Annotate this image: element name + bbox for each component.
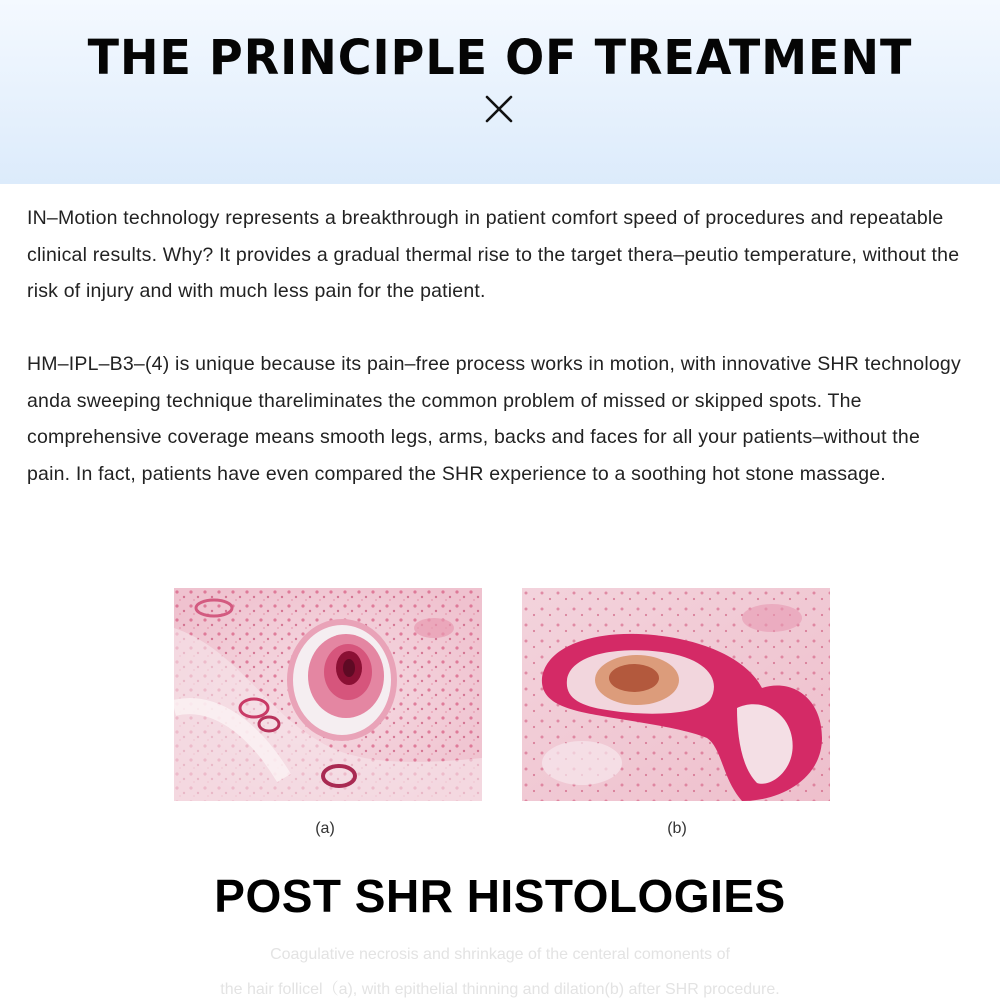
- figure-note-line-1: Coagulative necrosis and shrinkage of the centeral comonents of: [270, 946, 730, 963]
- histology-image-b: [522, 588, 830, 801]
- histology-image-a: [174, 588, 482, 801]
- figure-caption-a: (a): [315, 820, 335, 837]
- close-icon[interactable]: [484, 94, 514, 124]
- intro-paragraph: IN–Motion technology represents a breakthrough in patient comfort speed of procedures and repeatable clinical results. Why? It provides a gradual thermal rise to the target thera–peutio temperature, without the risk of injury and with much less pain for the patient.: [27, 207, 960, 302]
- page-title: THE PRINCIPLE OF TREATMENT: [87, 28, 913, 86]
- figure-note-line-2: the hair follicel（a), with epithelial thinning and dilation(b) after SHR procedure.: [220, 981, 780, 998]
- header-band: [0, 0, 1000, 184]
- figure-caption-b: (b): [667, 820, 687, 837]
- detail-paragraph: HM–IPL–B3–(4) is unique because its pain–free process works in motion, with innovative SHR technology anda sweeping technique thareliminates the common problem of missed or skipped spots. The comprehensive coverage means smooth legs, arms, backs and faces for all your patients–without the pain. In fact, patients have even compared the SHR experience to a soothing hot stone massage.: [27, 353, 961, 485]
- section-title: POST SHR HISTOLOGIES: [214, 870, 786, 922]
